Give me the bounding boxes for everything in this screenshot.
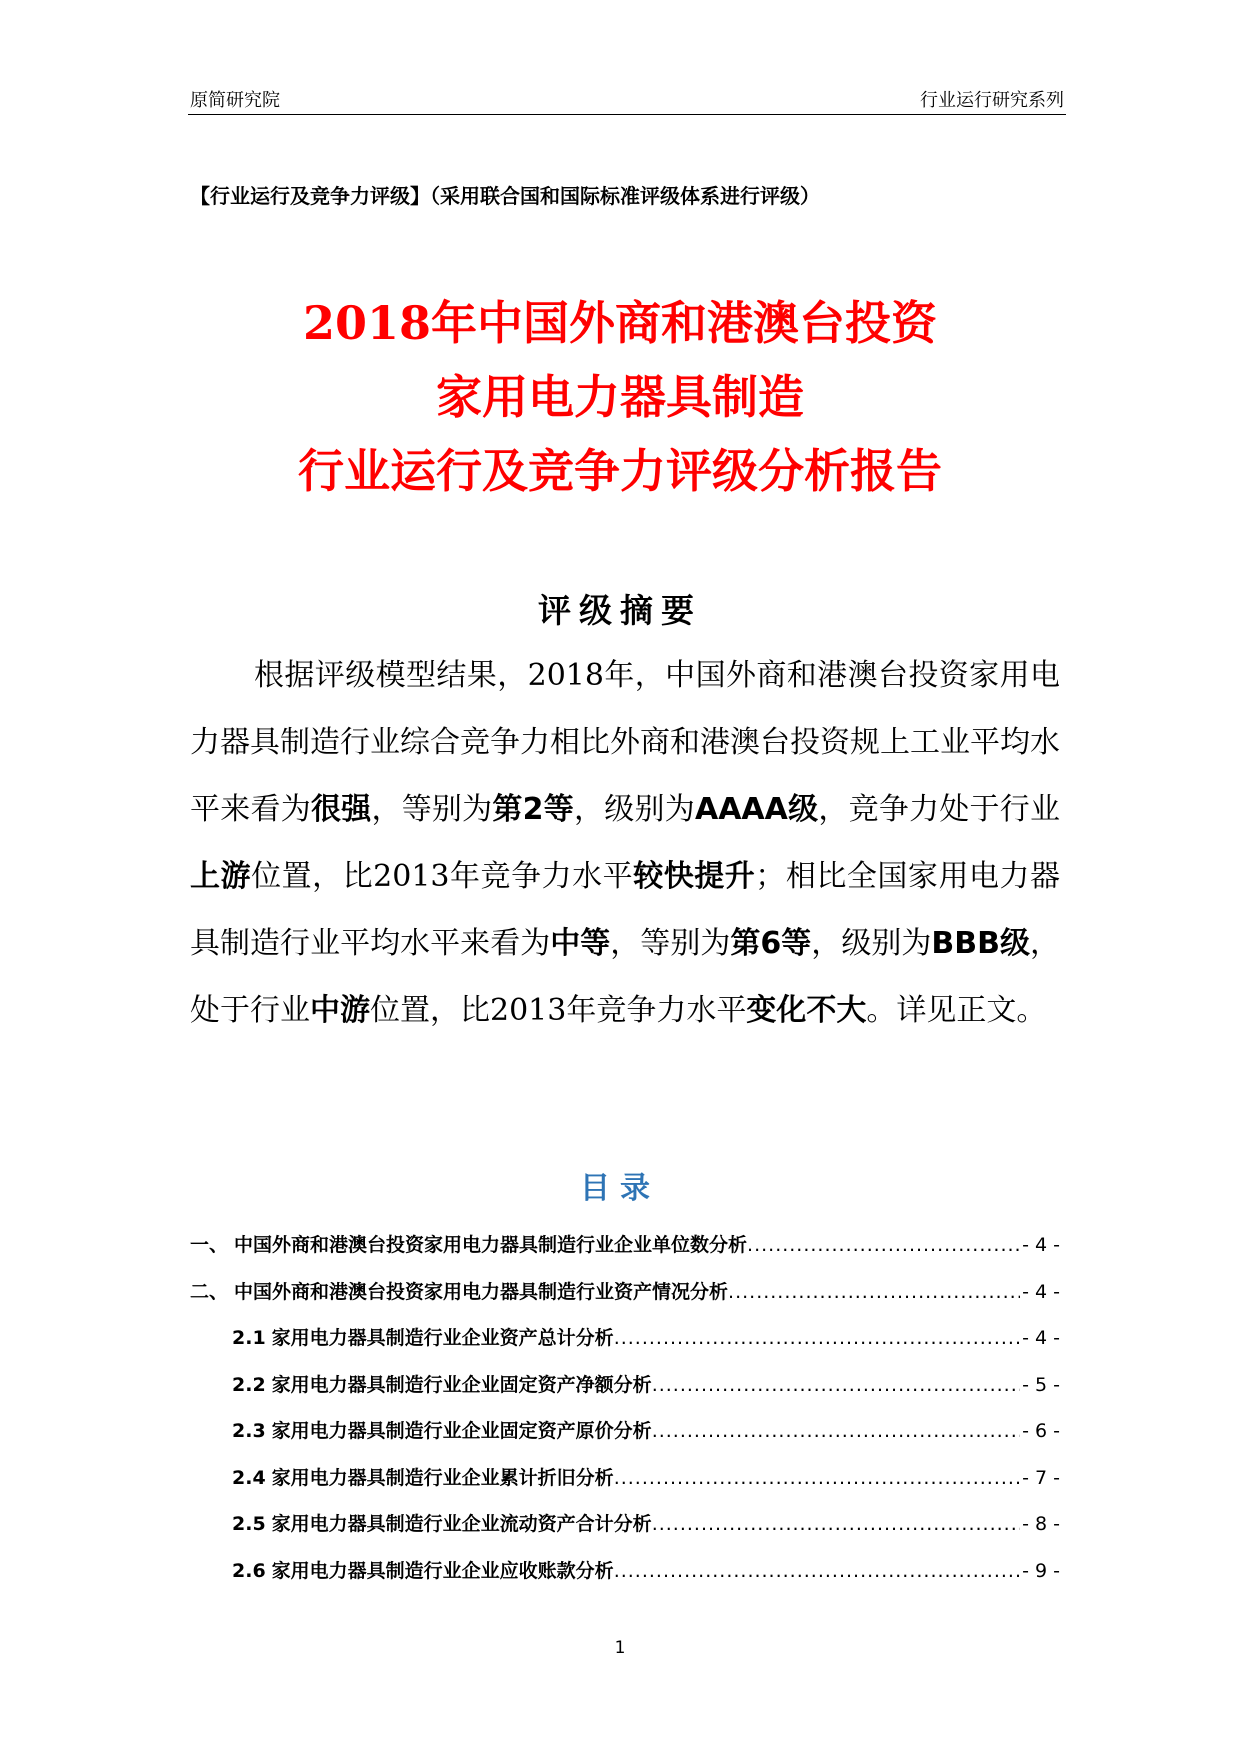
title-line-1: 2018年中国外商和港澳台投资: [302, 296, 938, 350]
toc-entry-page: - 6 -: [1022, 1420, 1060, 1442]
table-of-contents: [190, 1230, 1060, 1602]
toc-entry-number: 2.5: [232, 1513, 266, 1535]
summary-text: 。详见正文。: [866, 993, 1047, 1028]
summary-emphasis: BBB级: [931, 926, 1031, 961]
toc-entry-page: - 8 -: [1022, 1513, 1060, 1535]
toc-leader-dots: [747, 1234, 1020, 1256]
toc-entry[interactable]: [190, 1509, 1060, 1556]
summary-text: ，竞争力处于行业: [818, 792, 1061, 827]
summary-text: 根据评级模型结果，2018年，中国外商和港澳台投资家用电力器具制造行业综合竞争力相比外商和港澳台投资规上工业平均水平来看为: [190, 658, 1060, 827]
summary-text: ，等别为: [610, 926, 731, 961]
toc-entry-number: 2.6: [232, 1559, 266, 1582]
toc-entry-title: 中国外商和港澳台投资家用电力器具制造行业资产情况分析: [234, 1280, 729, 1303]
title-line-2: 家用电力器具制造: [436, 370, 804, 424]
toc-entry-number: 2.3: [232, 1420, 266, 1442]
toc-entry[interactable]: [190, 1463, 1060, 1510]
header-right: 行业运行研究系列: [920, 90, 1064, 111]
summary-emphasis: 第6等: [730, 926, 812, 961]
summary-text: ，处于行业: [190, 926, 1061, 1028]
toc-leader-dots: [614, 1467, 1020, 1489]
toc-entry-number: 二、: [190, 1280, 229, 1303]
toc-entry-number: 2.1: [232, 1327, 266, 1349]
summary-text: 位置，比2013年竞争力水平: [251, 859, 634, 894]
summary-text: ；相比全国家用电力器具制造行业平均水平来看为: [190, 859, 1061, 961]
toc-entry-title: 中国外商和港澳台投资家用电力器具制造行业企业单位数分析: [234, 1234, 748, 1256]
page-number: 1: [614, 1638, 626, 1658]
toc-leader-dots: [652, 1374, 1020, 1396]
report-title: [150, 286, 1090, 508]
summary-text: ，级别为: [811, 926, 932, 961]
summary-body: [190, 642, 1060, 1044]
toc-entry-page: - 4 -: [1022, 1234, 1060, 1256]
toc-entry-title: 家用电力器具制造行业企业应收账款分析: [271, 1559, 614, 1582]
toc-entry-title: 家用电力器具制造行业企业流动资产合计分析: [271, 1513, 652, 1535]
summary-emphasis: 中等: [550, 926, 611, 961]
toc-entry[interactable]: [190, 1323, 1060, 1370]
header-rule: [188, 114, 1066, 115]
toc-entry-title: 家用电力器具制造行业企业固定资产原价分析: [271, 1420, 652, 1442]
toc-leader-dots: [652, 1513, 1020, 1535]
toc-leader-dots: [652, 1420, 1020, 1442]
toc-entry[interactable]: [190, 1556, 1060, 1603]
toc-entry[interactable]: [190, 1416, 1060, 1463]
summary-emphasis: 很强: [310, 792, 372, 827]
toc-entry[interactable]: [190, 1370, 1060, 1417]
title-line-3: 行业运行及竞争力评级分析报告: [298, 444, 942, 498]
toc-entry[interactable]: [190, 1230, 1060, 1277]
toc-entry[interactable]: [190, 1277, 1060, 1324]
summary-text: ，等别为: [371, 792, 493, 827]
header-left: 原简研究院: [190, 90, 280, 111]
summary-text: 位置，比2013年竞争力水平: [370, 993, 747, 1028]
toc-entry-number: 一、: [190, 1234, 229, 1256]
summary-paragraph: [190, 642, 1060, 1044]
rating-note: 【行业运行及竞争力评级】（采用联合国和国际标准评级体系进行评级）: [190, 184, 820, 208]
summary-text: ，级别为: [574, 792, 695, 827]
toc-leader-dots: [614, 1327, 1020, 1349]
toc-entry-page: - 4 -: [1022, 1280, 1060, 1303]
toc-entry-number: 2.4: [232, 1466, 266, 1489]
summary-emphasis: 第2等: [492, 792, 575, 827]
summary-emphasis: 上游: [190, 859, 252, 894]
toc-entry-number: 2.2: [232, 1373, 266, 1396]
toc-entry-page: - 5 -: [1022, 1373, 1060, 1396]
toc-entry-page: - 7 -: [1022, 1466, 1060, 1489]
toc-leader-dots: [728, 1281, 1020, 1303]
toc-entry-title: 家用电力器具制造行业企业累计折旧分析: [271, 1466, 614, 1489]
summary-heading: 评级摘要: [538, 591, 702, 630]
toc-entry-page: - 4 -: [1022, 1327, 1060, 1349]
toc-leader-dots: [614, 1560, 1020, 1582]
summary-emphasis: 变化不大: [746, 993, 867, 1028]
toc-entry-title: 家用电力器具制造行业企业固定资产净额分析: [271, 1373, 652, 1396]
toc-entry-title: 家用电力器具制造行业企业资产总计分析: [271, 1327, 614, 1349]
summary-emphasis: 较快提升: [633, 859, 756, 894]
toc-heading: 目录: [580, 1171, 660, 1206]
summary-emphasis: 中游: [310, 993, 370, 1028]
summary-emphasis: AAAA级: [695, 792, 819, 827]
toc-entry-page: - 9 -: [1022, 1559, 1060, 1582]
